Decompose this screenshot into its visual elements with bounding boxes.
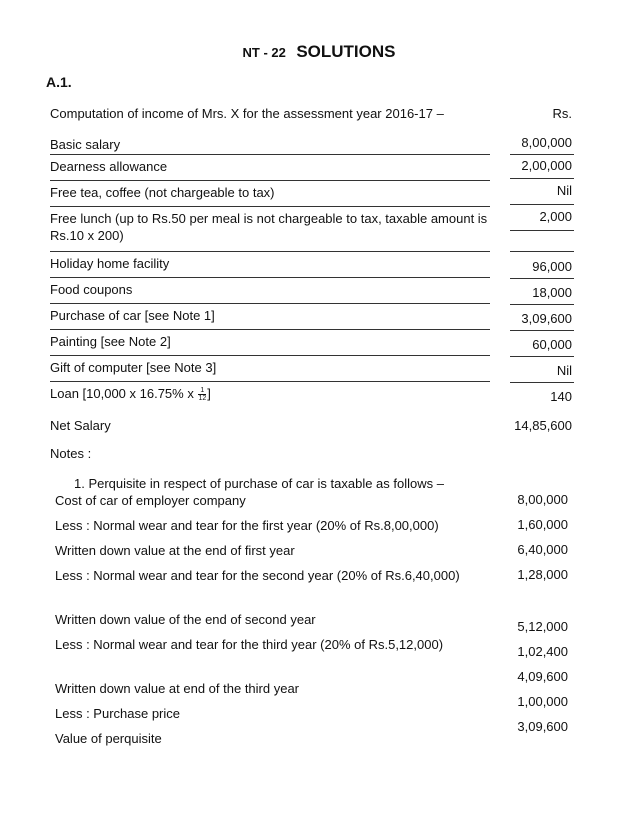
note-value: 6,40,000: [517, 542, 568, 557]
question-number: A.1.: [46, 74, 72, 90]
divider: [510, 382, 574, 383]
note-value: 5,12,000: [517, 619, 568, 634]
row-value: 2,00,000: [521, 158, 572, 173]
note-value: 1,02,400: [517, 644, 568, 659]
page-header: [0, 42, 638, 62]
row-label: [50, 385, 490, 402]
note-value: 1,60,000: [517, 517, 568, 532]
paper-code: NT - 22: [242, 45, 286, 60]
fraction-numerator: 1: [200, 387, 205, 395]
note-line: Less : Purchase price: [55, 706, 181, 721]
row-label: Free tea, coffee (not chargeable to tax): [50, 185, 275, 200]
divider: [510, 204, 574, 205]
note-value: 4,09,600: [517, 669, 568, 684]
fraction-denominator: 12: [198, 395, 207, 403]
note-value: 1,00,000: [517, 694, 568, 709]
divider: [50, 154, 490, 155]
loan-label-suffix: ]: [207, 386, 211, 401]
row-label: Painting [see Note 2]: [50, 334, 171, 349]
notes-heading: Notes :: [50, 446, 92, 461]
table-row: [0, 329, 638, 355]
note-value: 1,28,000: [517, 567, 568, 582]
row-value: 96,000: [532, 259, 572, 274]
divider: [510, 304, 574, 305]
row-value: Nil: [556, 183, 572, 198]
table-row: [0, 154, 638, 180]
note-1-title: 1. Perquisite in respect of purchase of car is taxable as follows –: [74, 476, 444, 491]
row-label: Food coupons: [50, 282, 133, 297]
divider: [50, 251, 490, 252]
table-row: [0, 206, 638, 251]
note-line: Cost of car of employer company: [55, 493, 246, 508]
divider: [50, 329, 490, 330]
row-label: Purchase of car [see Note 1]: [50, 308, 215, 323]
computation-intro: Computation of income of Mrs. X for the assessment year 2016-17 –: [50, 106, 444, 121]
row-label: Gift of computer [see Note 3]: [50, 360, 217, 375]
table-row: [0, 303, 638, 329]
net-salary-label: Net Salary: [50, 418, 111, 433]
row-label: Dearness allowance: [50, 159, 168, 174]
note-line: Written down value at end of the third year: [55, 681, 300, 696]
currency-header: Rs.: [552, 106, 572, 121]
divider: [50, 355, 490, 356]
row-value: 8,00,000: [521, 135, 572, 150]
table-row: [0, 180, 638, 206]
row-value: 3,09,600: [521, 311, 572, 326]
row-label: Basic salary: [50, 137, 121, 152]
divider: [510, 178, 574, 179]
row-value: 2,000: [539, 209, 572, 224]
note-line: Written down value of the end of second year: [55, 612, 316, 627]
divider: [50, 180, 490, 181]
net-salary-value: 14,85,600: [514, 418, 572, 433]
table-row: [0, 128, 638, 154]
note-line: Value of perquisite: [55, 731, 162, 746]
divider: [510, 230, 574, 231]
divider: [50, 303, 490, 304]
note-value: 3,09,600: [517, 719, 568, 734]
divider: [50, 206, 490, 207]
table-row: [0, 277, 638, 303]
divider: [510, 356, 574, 357]
page-title: SOLUTIONS: [296, 42, 396, 61]
divider: [510, 251, 574, 252]
divider: [50, 381, 490, 382]
divider: [510, 330, 574, 331]
row-value: 60,000: [532, 337, 572, 352]
row-label: Holiday home facility: [50, 256, 170, 271]
note-line: Written down value at the end of first year: [55, 543, 295, 558]
row-label: Free lunch (up to Rs.50 per meal is not chargeable to tax, taxable amount is Rs.10 x 200): [50, 211, 488, 243]
note-line: Less : Normal wear and tear for the third year (20% of Rs.5,12,000): [55, 637, 444, 652]
note-line: Less : Normal wear and tear for the first year (20% of Rs.8,00,000): [55, 518, 439, 533]
loan-label-prefix: Loan [10,000 x 16.75% x: [50, 386, 198, 401]
row-value: Nil: [556, 363, 572, 378]
row-value: 140: [550, 389, 572, 404]
row-value: 18,000: [532, 285, 572, 300]
table-row: [0, 251, 638, 277]
divider: [50, 277, 490, 278]
note-line: Less : Normal wear and tear for the second year (20% of Rs.6,40,000): [55, 568, 460, 583]
computation-table: [0, 128, 638, 407]
note-value: 8,00,000: [517, 492, 568, 507]
table-row: [0, 355, 638, 381]
table-row: [0, 381, 638, 407]
fraction: [198, 387, 206, 402]
divider: [510, 278, 574, 279]
